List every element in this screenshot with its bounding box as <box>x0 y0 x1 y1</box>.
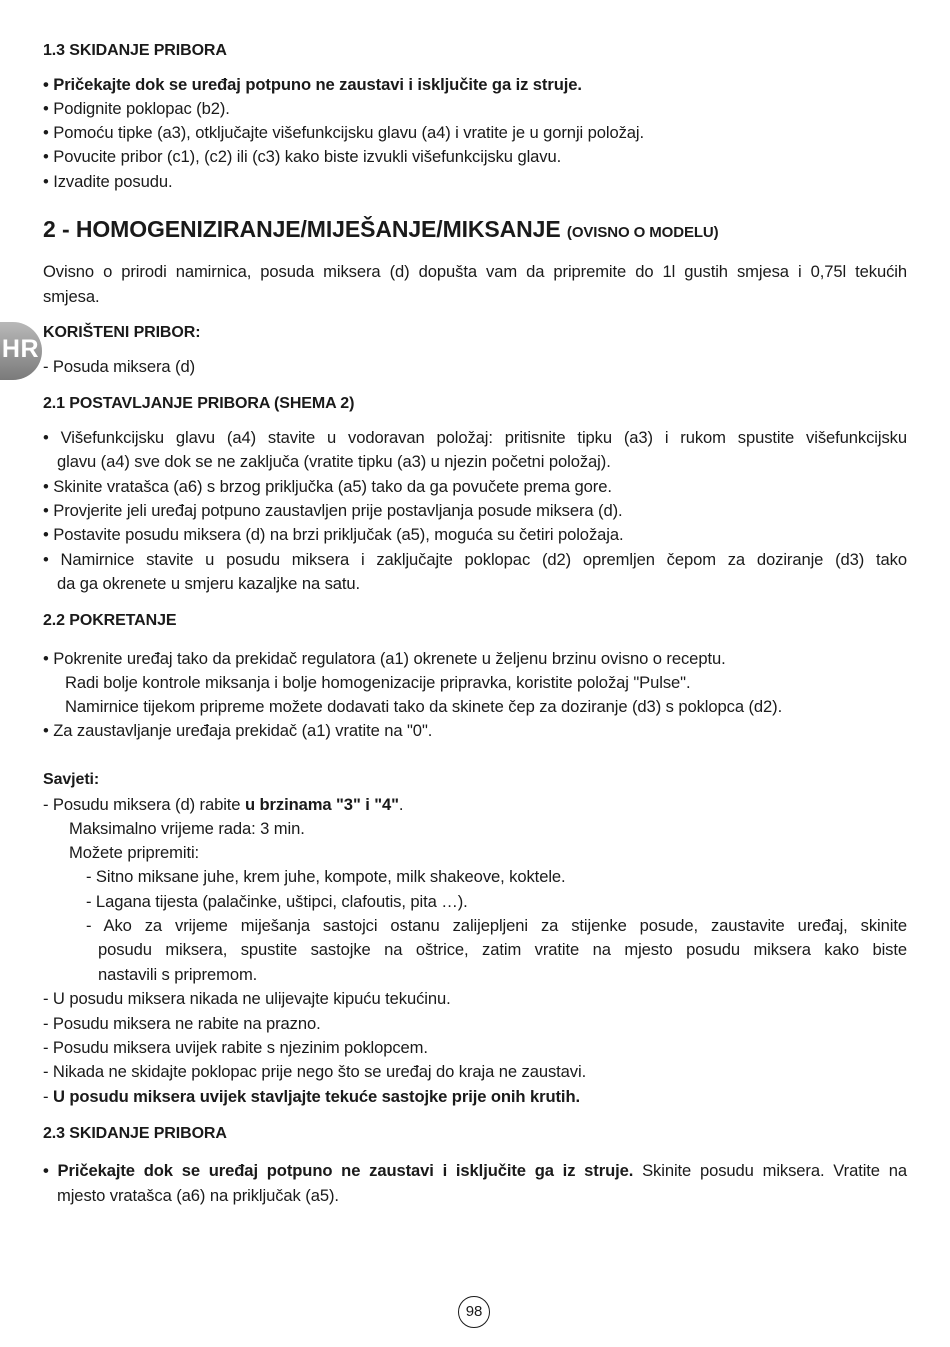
bullet-line: • Pokrenite uređaj tako da prekidač regulatora (a1) okrenete u željenu brzinu ovisno o receptu. <box>43 649 726 668</box>
tip-subitem: - Sitno miksane juhe, krem juhe, kompote, milk shakeove, koktele. <box>86 867 566 886</box>
tip-subitem: - Lagana tijesta (palačinke, uštipci, clafoutis, pita …). <box>86 892 468 911</box>
tip-line: - Nikada ne skidajte poklopac prije nego što se uređaj do kraja ne zaustavi. <box>43 1062 587 1081</box>
tip-text: - <box>43 1087 53 1106</box>
bullet-line: • Pričekajte dok se uređaj potpuno ne zaustavi i isključite ga iz struje. <box>43 75 582 94</box>
section-heading-1-3: 1.3 SKIDANJE PRIBORA <box>43 42 227 59</box>
tip-text: . <box>398 795 404 814</box>
bullet-emphasis: • Pričekajte dok se uređaj potpuno ne zaustavi i isključite ga iz struje. <box>43 1161 634 1180</box>
main-heading <box>43 216 719 246</box>
bullet-continuation: mjesto vratašca (a6) na priključak (a5). <box>57 1186 339 1205</box>
bullet-continuation: da ga okrenete u smjeru kazaljke na satu. <box>57 574 361 593</box>
used-accessories-heading: KORIŠTENI PRIBOR: <box>43 324 201 341</box>
tip-line <box>43 795 403 815</box>
tips-heading: Savjeti: <box>43 771 100 788</box>
tip-emphasis: u brzinama "3" i "4" <box>244 795 399 814</box>
tip-subitem-continuation: nastavili s pripremom. <box>98 965 258 984</box>
bullet-line: • Skinite vratašca (a6) s brzog priključka (a5) tako da ga povučete prema gore. <box>43 477 612 496</box>
bullet-line: • Višefunkcijsku glavu (a4) stavite u vodoravan položaj: pritisnite tipku (a3) i rukom spustite višefunkcijsku <box>43 428 907 447</box>
section-heading-2-1: 2.1 POSTAVLJANJE PRIBORA (SHEMA 2) <box>43 395 355 412</box>
bullet-line <box>43 1161 907 1181</box>
bullet-line: • Pomoću tipke (a3), otključajte višefunkcijsku glavu (a4) i vratite je u gornji položaj. <box>43 123 645 142</box>
tip-line <box>43 1087 580 1107</box>
section-heading-2-3: 2.3 SKIDANJE PRIBORA <box>43 1125 227 1142</box>
used-accessory-item: - Posuda miksera (d) <box>43 357 196 376</box>
main-heading-text: 2 - HOMOGENIZIRANJE/MIJEŠANJE/MIKSANJE <box>43 216 561 242</box>
bullet-continuation: glavu (a4) sve dok se ne zaključa (vratite tipku (a3) u njezin početni položaj). <box>57 452 611 471</box>
tip-line: Maksimalno vrijeme rada: 3 min. <box>69 819 305 838</box>
language-tab-label: HR <box>1 335 39 363</box>
tip-line: Možete pripremiti: <box>69 843 200 862</box>
bullet-continuation: Radi bolje kontrole miksanja i bolje homogenizacije pripravka, koristite položaj "Pulse". <box>65 673 691 692</box>
bullet-line: • Izvadite posudu. <box>43 172 173 191</box>
bullet-line: • Namirnice stavite u posudu miksera i zaključajte poklopac (d2) opremljen čepom za doziranje (d3) tako <box>43 550 907 569</box>
tip-subitem-continuation: posudu miksera, spustite sastojke na oštrice, zatim vratite na mjesto posudu miksera kako biste <box>98 940 907 959</box>
intro-line: Ovisno o prirodi namirnica, posuda miksera (d) dopušta vam da pripremite do 1l gustih smjesa i 0,75l tekućih <box>43 262 907 281</box>
tip-line: - Posudu miksera uvijek rabite s njezinim poklopcem. <box>43 1038 428 1057</box>
section-heading-2-2: 2.2 POKRETANJE <box>43 612 177 629</box>
bullet-text: Skinite posudu miksera. Vratite na <box>633 1161 907 1180</box>
bullet-line: • Povucite pribor (c1), (c2) ili (c3) kako biste izvukli višefunkcijsku glavu. <box>43 147 562 166</box>
bullet-line: • Provjerite jeli uređaj potpuno zaustavljen prije postavljanja posude miksera (d). <box>43 501 623 520</box>
tip-subitem: - Ako za vrijeme miješanja sastojci ostanu zalijepljeni za stijenke posude, zaustavite uređaj, skinite <box>86 916 907 935</box>
bullet-line: • Postavite posudu miksera (d) na brzi priključak (a5), moguća su četiri položaja. <box>43 525 624 544</box>
tip-text: - Posudu miksera (d) rabite <box>43 795 245 814</box>
main-heading-note: (OVISNO O MODELU) <box>566 224 719 241</box>
tip-line: - U posudu miksera nikada ne ulijevajte kipuću tekućinu. <box>43 989 451 1008</box>
bullet-line: • Za zaustavljanje uređaja prekidač (a1) vratite na "0". <box>43 721 433 740</box>
language-tab <box>0 322 42 380</box>
intro-line: smjesa. <box>43 287 100 306</box>
page-number: 98 <box>458 1296 490 1328</box>
bullet-continuation: Namirnice tijekom pripreme možete dodavati tako da skinete čep za doziranje (d3) s poklopca (d2). <box>65 697 783 716</box>
tip-emphasis: U posudu miksera uvijek stavljajte tekuće sastojke prije onih krutih. <box>52 1087 580 1106</box>
bullet-line: • Podignite poklopac (b2). <box>43 99 230 118</box>
tip-line: - Posudu miksera ne rabite na prazno. <box>43 1014 321 1033</box>
